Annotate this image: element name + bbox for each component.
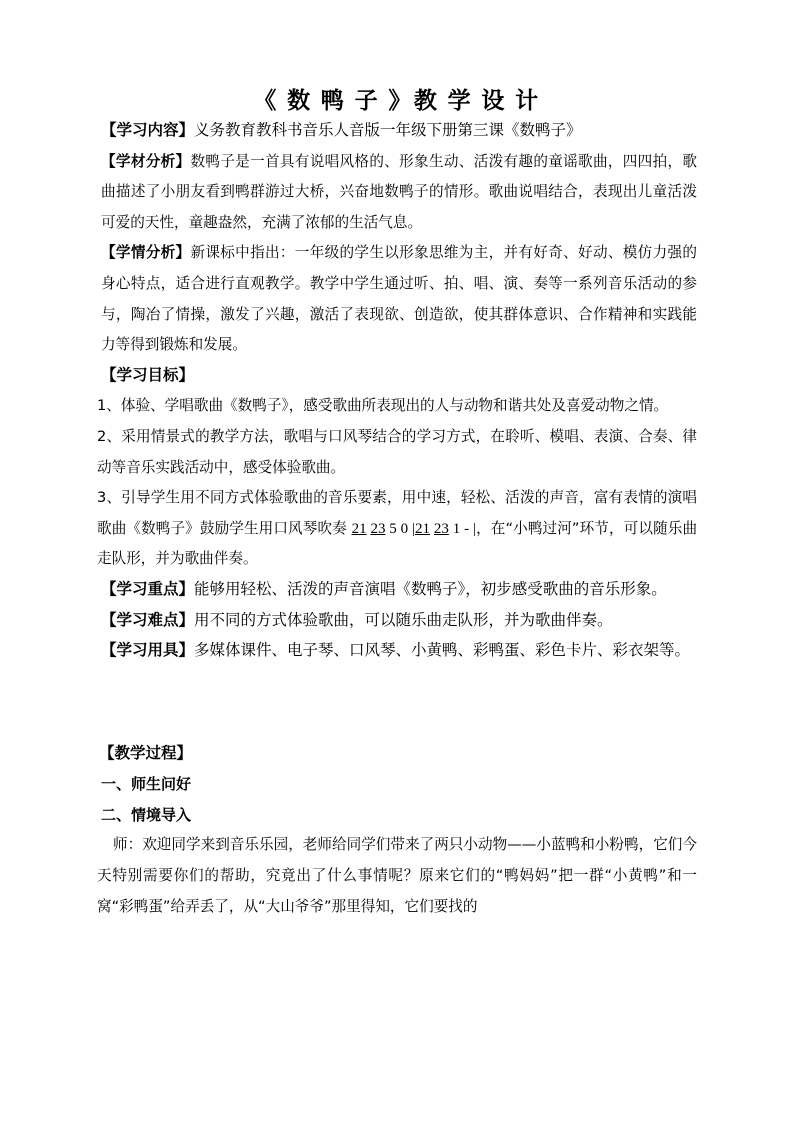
- note-21-b: 21: [415, 520, 431, 537]
- note-23-a: 23: [370, 520, 386, 537]
- label-learning-objectives: 【学习目标】: [101, 366, 195, 384]
- body-situation-analysis: 新课标中指出：一年级的学生以形象思维为主，并有好奇、好动、模仿力强的身心特点，适合进行直观教学。教学中学生通过听、拍、唱、演、奏等一系列音乐活动的参与，陶冶了情操，激发了兴趣，激活了表现欲、创造欲，使其群体意识、合作精神和实践能力等得到锻炼和发展。: [101, 244, 697, 354]
- paragraph-situation-analysis: [97, 238, 697, 360]
- process-step-1: 一、师生问好: [101, 775, 192, 794]
- label-teaching-process: 【教学过程】: [99, 744, 193, 762]
- body-learning-tools: 多媒体课件、电子琴、口风琴、小黄鸭、彩鸭蛋、彩色卡片、彩衣架等。: [194, 642, 691, 660]
- label-learning-difficulty: 【学习难点】: [101, 611, 195, 629]
- page-title: 《 数 鸭 子 》教 学 设 计: [253, 88, 541, 113]
- objective-item-2: 2、采用情景式的教学方法，歌唱与口风琴结合的学习方式，在聆听、模唱、表演、合奏、律动等音乐实践活动中，感受体验歌曲。: [97, 427, 697, 476]
- note-0: 0: [400, 520, 409, 537]
- label-learning-tools: 【学习用具】: [101, 642, 195, 660]
- document-content: [97, 0, 697, 922]
- objective-item-3: [97, 483, 697, 575]
- note-23-b: 23: [433, 520, 449, 537]
- objective-3-text-after: ，在“小鸭过河”环节，可以随乐曲走队形，并为歌曲伴奏。: [97, 519, 698, 568]
- label-learning-content: 【学习内容】: [101, 122, 195, 139]
- paragraph-learning-focus: [97, 575, 697, 606]
- barline-1: |: [412, 520, 416, 537]
- objective-item-1: 1、体验、学唱歌曲《数鸭子》，感受歌曲所表现出的人与动物和谐共处及喜爱动物之情。: [97, 397, 669, 415]
- note-21-a: 21: [351, 520, 367, 537]
- label-material-analysis: 【学材分析】: [101, 153, 191, 170]
- label-learning-focus: 【学习重点】: [101, 580, 195, 598]
- section-spacer: [97, 667, 697, 739]
- paragraph-learning-tools: [97, 636, 697, 667]
- note-5: 5: [389, 520, 397, 537]
- paragraph-material-analysis: [97, 147, 697, 239]
- note-dash: -: [464, 520, 470, 537]
- label-situation-analysis: 【学情分析】: [101, 245, 191, 262]
- music-notation: [352, 521, 476, 537]
- process-step-2-body: 师：欢迎同学来到音乐乐园，老师给同学们带来了两只小动物——小蓝鸭和小粉鸭，它们今天特别需要你们的帮助，究竟出了什么事情呢？原来它们的“鸭妈妈”把一群“小黄鸭”和一窝“彩鸭蛋”给弄丢了，从“大山爷爷”那里得知，它们要找的: [97, 836, 697, 915]
- process-step-2: 二、情境导入: [101, 805, 192, 824]
- barline-2: |: [472, 520, 476, 537]
- body-learning-content: 义务教育教科书音乐人音版一年级下册第三课《数鸭子》: [194, 122, 582, 139]
- note-1: 1: [452, 520, 461, 537]
- paragraph-learning-difficulty: [97, 606, 697, 637]
- body-learning-difficulty: 用不同的方式体验歌曲，可以随乐曲走队形，并为歌曲伴奏。: [194, 611, 613, 629]
- objective-3-text-before: 3、引导学生用不同方式体验歌曲的音乐要素，用中速，轻松、活泼的声音，富有表情的演唱歌曲《数鸭子》鼓励学生用口风琴吹奏: [97, 489, 697, 537]
- paragraph-learning-content: [97, 116, 697, 147]
- body-material-analysis: 数鸭子是一首具有说唱风格的、形象生动、活泼有趣的童谣歌曲，四四拍，歌曲描述了小朋友看到鸭群游过大桥，兴奋地数鸭子的情形。歌曲说唱结合，表现出儿童活泼可爱的天性，童趣盎然，充满了浓郁的生活气息。: [101, 152, 697, 231]
- body-learning-focus: 能够用轻松、活泼的声音演唱《数鸭子》，初步感受歌曲的音乐形象。: [194, 580, 667, 598]
